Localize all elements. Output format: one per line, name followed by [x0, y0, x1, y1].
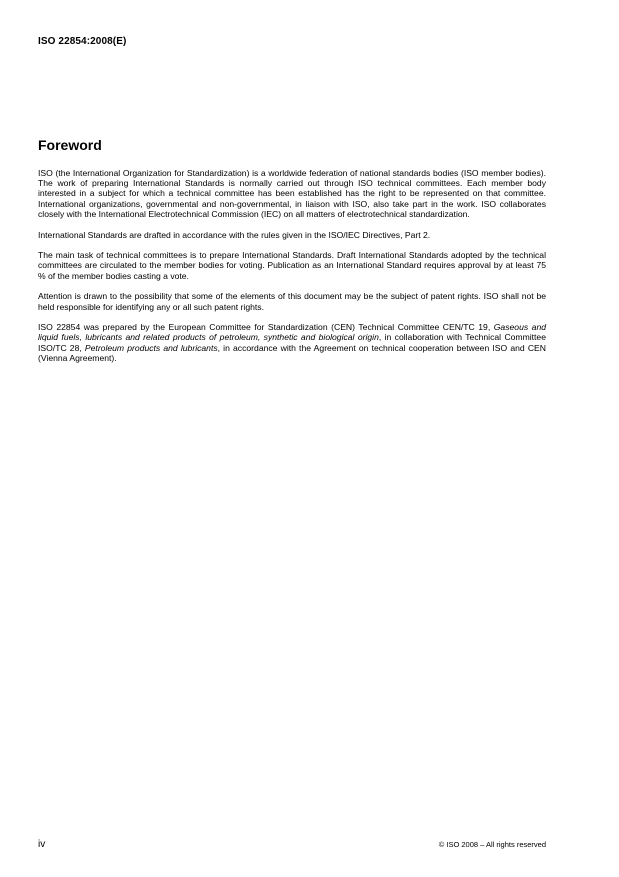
paragraph-main-task: The main task of technical committees is to prepare International Standards. Draft International Standards adopted by the technical committees are circulated to the member bodies for voting. Publication as an International Standard requires approval by at least 75 % of the member bodies casting a vote. — [38, 250, 546, 281]
iso-tc28-title: Petroleum products and lubricants — [84, 342, 218, 353]
foreword-title: Foreword — [38, 137, 102, 153]
paragraph-preparation — [38, 322, 546, 363]
cen-tc19-title: Gaseous and liquid fuels, lubricants and related products of petroleum, synthetic and biological origin — [38, 322, 547, 343]
paragraph-patent-rights: Attention is drawn to the possibility that some of the elements of this document may be the subject of patent rights. ISO shall not be held responsible for identifying any or all such patent rights. — [38, 291, 546, 312]
preparation-text-3: , in accordance with the Agreement on technical cooperation between ISO and CEN (Vienna Agreement). — [38, 342, 546, 363]
preparation-text-1: ISO 22854 was prepared by the European Committee for Standardization (CEN) Technical Committee CEN/TC 19, — [38, 322, 494, 333]
copyright-notice: © ISO 2008 – All rights reserved — [438, 840, 546, 849]
paragraph-iso-intro: ISO (the International Organization for Standardization) is a worldwide federation of national standards bodies (ISO member bodies). The work of preparing International Standards is normally carried out through ISO technical committees. Each member body interested in a subject for which a technical committee has been established has the right to be represented on that committee. International organizations, governmental and non-governmental, in liaison with ISO, also take part in the work. ISO collaborates closely with the International Electrotechnical Commission (IEC) on all matters of electrotechnical standardization. — [38, 168, 546, 219]
page-number: iv — [38, 839, 46, 850]
document-id: ISO 22854:2008(E) — [38, 36, 127, 47]
preparation-text-2: , in collaboration with Technical Committee ISO/TC 28, — [38, 332, 546, 353]
paragraph-directives: International Standards are drafted in accordance with the rules given in the ISO/IEC Directives, Part 2. — [38, 229, 431, 240]
foreword-body — [38, 168, 546, 374]
